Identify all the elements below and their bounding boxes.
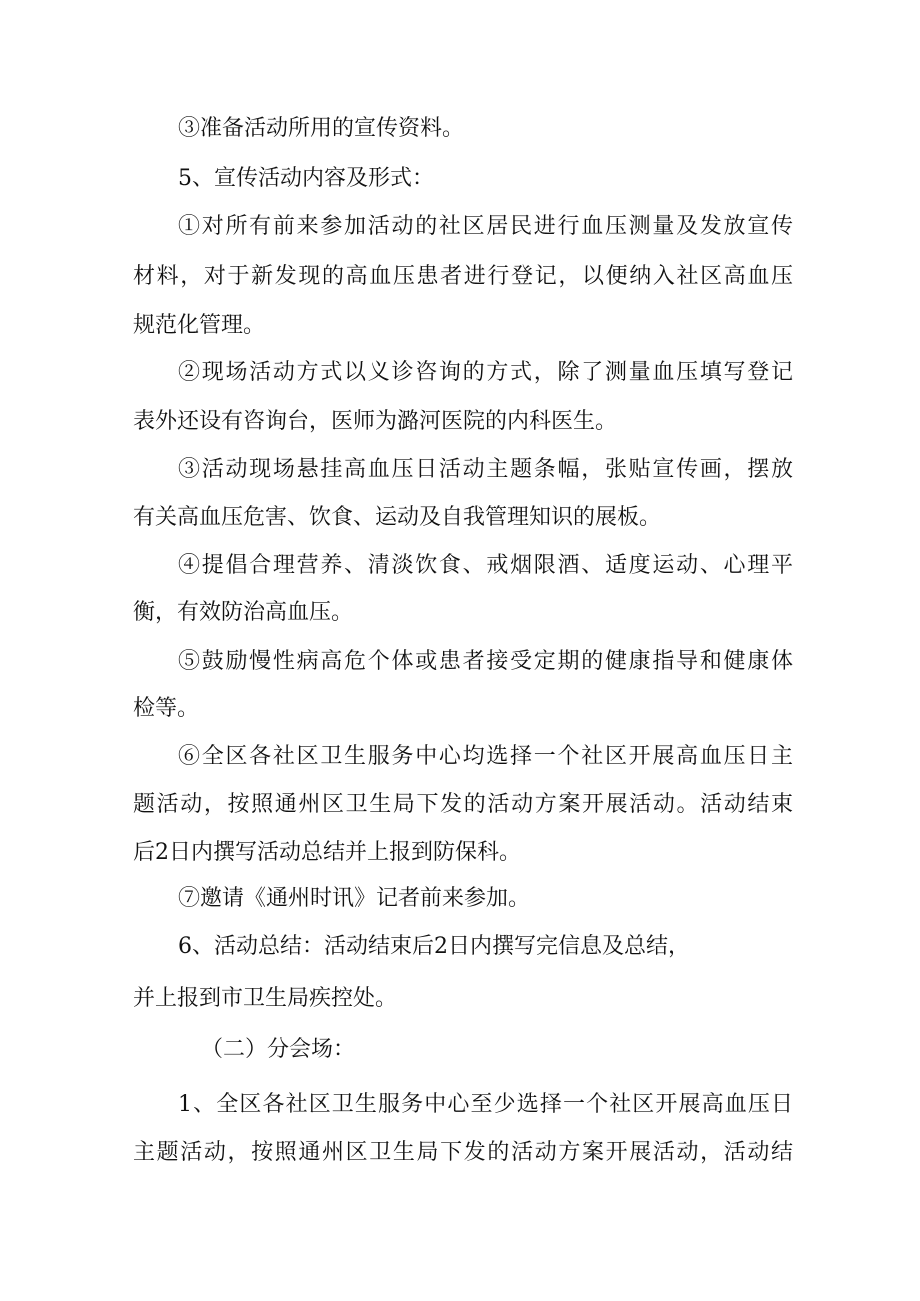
- paragraph-line: 有关高血压危害、饮食、运动及自我管理知识的展板。: [133, 505, 662, 530]
- section-heading: 5、宣传活动内容及形式：: [178, 166, 434, 191]
- paragraph-line: 衡，有效防治高血压。: [133, 600, 354, 625]
- paragraph-line: 检等。: [133, 696, 200, 721]
- paragraph-line: 材料，对于新发现的高血压患者进行登记，以便纳入社区高血压: [133, 264, 793, 289]
- paragraph-line: 1、全区各社区卫生服务中心至少选择一个社区开展高血压日: [178, 1092, 793, 1117]
- paragraph-line: ④提倡合理营养、清淡饮食、戒烟限酒、适度运动、心理平: [178, 553, 793, 578]
- paragraph-line: ⑦邀请《通州时讯》记者前来参加。: [178, 886, 531, 911]
- paragraph-line: 题活动，按照通州区卫生局下发的活动方案开展活动。活动结束: [133, 792, 793, 817]
- subsection-heading: （二）分会场：: [201, 1037, 356, 1062]
- paragraph-line: ②现场活动方式以义诊咨询的方式，除了测量血压填写登记: [178, 360, 793, 385]
- paragraph-line: 表外还设有咨询台，医师为潞河医院的内科医生。: [133, 409, 618, 434]
- paragraph-line: 并上报到市卫生局疾控处。: [133, 986, 398, 1011]
- paragraph-line: ③活动现场悬挂高血压日活动主题条幅，张贴宣传画，摆放: [178, 457, 793, 482]
- paragraph-line: ①对所有前来参加活动的社区居民进行血压测量及发放宣传: [178, 214, 793, 239]
- paragraph-line: 规范化管理。: [133, 313, 266, 338]
- section-heading: 6、活动总结：活动结束后2日内撰写完信息及总结，: [178, 934, 690, 959]
- paragraph-line: ③准备活动所用的宣传资料。: [178, 116, 465, 141]
- paragraph-line: 后2日内撰写活动总结并上报到防保科。: [133, 840, 521, 865]
- paragraph-line: ⑤鼓励慢性病高危个体或患者接受定期的健康指导和健康体: [178, 649, 793, 674]
- paragraph-line: ⑥全区各社区卫生服务中心均选择一个社区开展高血压日主: [178, 744, 793, 769]
- paragraph-line: 主题活动，按照通州区卫生局下发的活动方案开展活动，活动结: [133, 1140, 793, 1165]
